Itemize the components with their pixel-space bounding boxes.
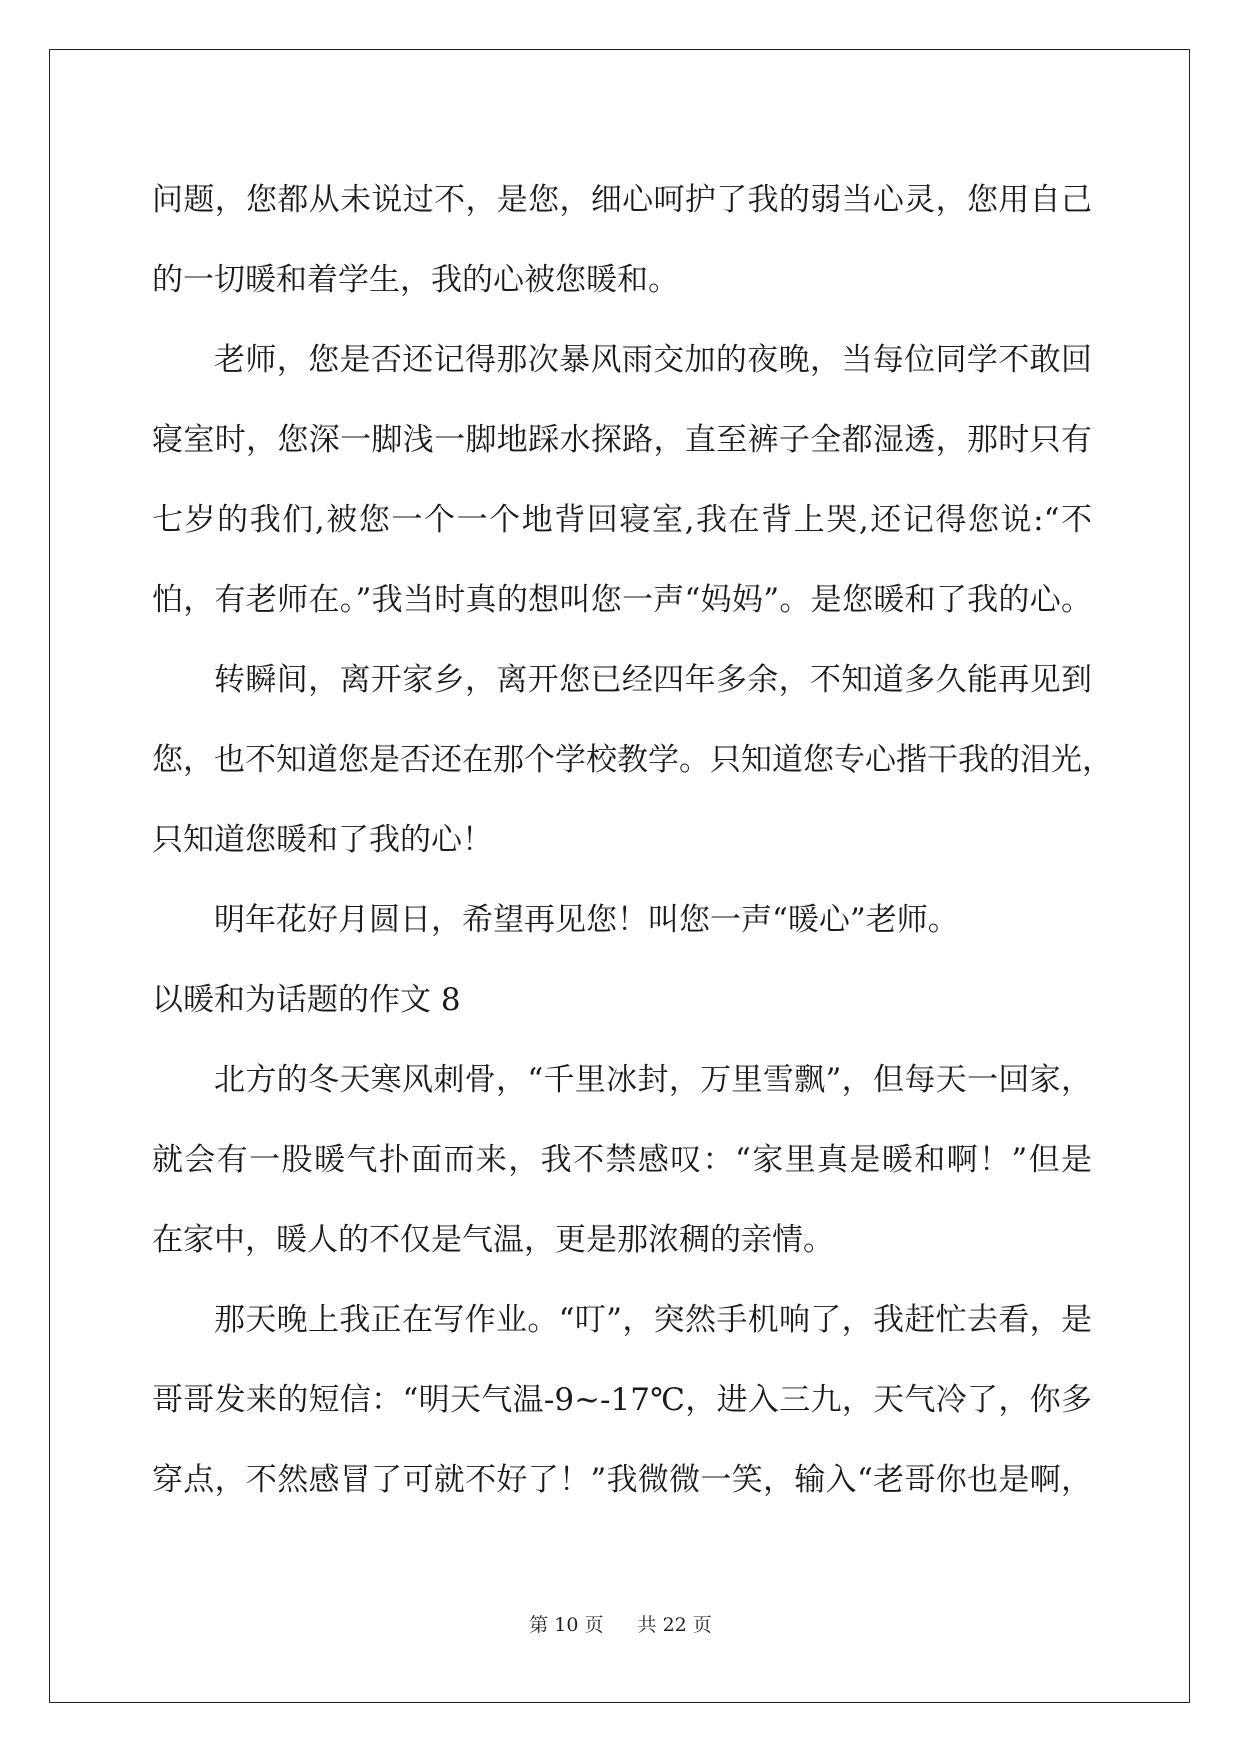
section-heading: 以暖和为话题的作文 8: [152, 982, 461, 1018]
text-line: 问题，您都从未说过不，是您，细心呵护了我的弱当心灵，您用自己: [152, 182, 1092, 218]
text-line: 只知道您暖和了我的心！: [152, 822, 493, 858]
text-line: 哥哥发来的短信：“明天气温-9~-17℃，进入三九，天气冷了，你多: [152, 1382, 1092, 1418]
text-line: 穿点，不然感冒了可就不好了！”我微微一笑，输入“老哥你也是啊，: [152, 1462, 1092, 1498]
page-total: 共 22 页: [637, 1614, 712, 1636]
text-line: 就会有一股暖气扑面而来，我不禁感叹：“家里真是暖和啊！”但是: [152, 1142, 1092, 1178]
page-number: 第 10 页: [529, 1614, 604, 1636]
text-line: 您，也不知道您是否还在那个学校教学。只知道您专心揩干我的泪光，: [152, 742, 1113, 778]
paragraph-first-line: 转瞬间，离开家乡，离开您已经四年多余，不知道多久能再见到: [214, 662, 1092, 698]
paragraph-first-line: 老师，您是否还记得那次暴风雨交加的夜晚，当每位同学不敢回: [214, 342, 1092, 378]
text-line: 寝室时，您深一脚浅一脚地踩水探路，直至裤子全都湿透，那时只有: [152, 422, 1092, 458]
paragraph-first-line: 明年花好月圆日，希望再见您！叫您一声“暖心”老师。: [214, 902, 959, 938]
text-line: 七岁的我们,被您一个一个地背回寝室,我在背上哭,还记得您说:“不: [152, 502, 1092, 538]
document-body: [152, 160, 1113, 1520]
paragraph-first-line: 那天晚上我正在写作业。“叮”，突然手机响了，我赶忙去看，是: [214, 1302, 1092, 1338]
page-footer: [0, 1610, 1241, 1637]
text-line: 在家中，暖人的不仅是气温，更是那浓稠的亲情。: [152, 1222, 834, 1258]
text-line: 怕，有老师在。”我当时真的想叫您一声“妈妈”。是您暖和了我的心。: [152, 582, 1092, 618]
paragraph-first-line: 北方的冬天寒风刺骨，“千里冰封，万里雪飘”，但每天一回家，: [214, 1062, 1092, 1098]
text-line: 的一切暖和着学生，我的心被您暖和。: [152, 262, 679, 298]
